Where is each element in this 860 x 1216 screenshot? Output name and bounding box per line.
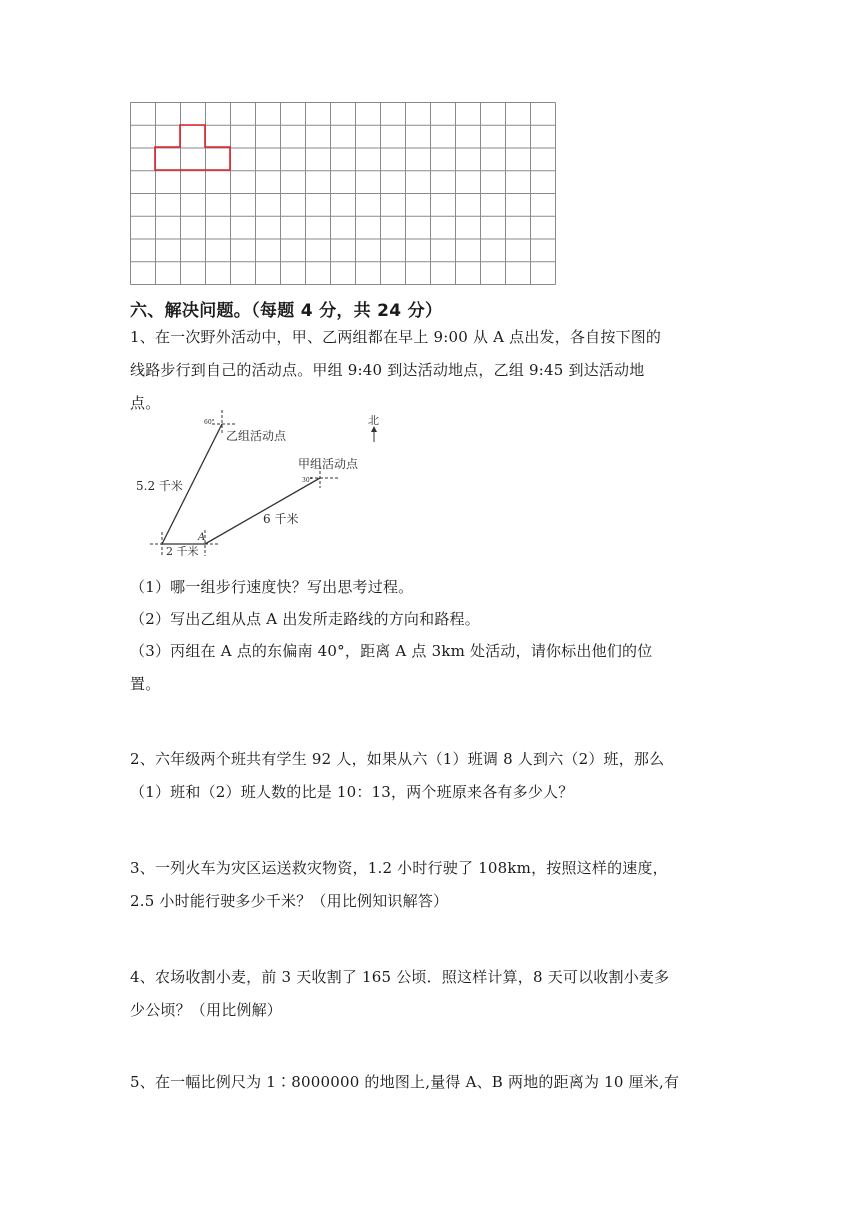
q5-line-1: 5、在一幅比例尺为 1∶8000000 的地图上,量得 A、B 两地的距离为 10 厘米,有: [130, 1073, 680, 1091]
section-heading: 六、解决问题。（每题 4 分，共 24 分）: [130, 301, 443, 321]
dist-base-label: 2 千米: [166, 545, 199, 558]
q1-sub-4: 置。: [130, 675, 161, 693]
q3-line-2: 2.5 小时能行驶多少千米？（用比例知识解答）: [130, 892, 449, 910]
q2-line-2: （1）班和（2）班人数的比是 10：13，两个班原来各有多少人？: [130, 783, 574, 801]
q1-line-3: 点。: [130, 394, 161, 412]
q4-line-2: 少公顷？（用比例解）: [130, 1001, 283, 1019]
jia-route-line: [205, 478, 320, 544]
point-a-label: A: [198, 532, 206, 543]
q2-line-1: 2、六年级两个班共有学生 92 人，如果从六（1）班调 8 人到六（2）班，那么: [130, 750, 665, 768]
q1-sub-1: （1）哪一组步行速度快？写出思考过程。: [130, 578, 414, 596]
dist-jia-label: 6 千米: [263, 512, 299, 526]
q1-sub-2: （2）写出乙组从点 A 出发所走路线的方向和路程。: [130, 610, 480, 628]
dist-yi-label: 5.2 千米: [136, 479, 183, 493]
grid-lines: [131, 103, 556, 285]
jia-angle-label: 30°: [302, 477, 313, 484]
q1-line-2: 线路步行到自己的活动点。甲组 9:40 到达活动地点，乙组 9:45 到达活动地: [130, 361, 645, 379]
q4-line-1: 4、农场收割小麦，前 3 天收割了 165 公顷．照这样计算，8 天可以收割小麦多: [130, 968, 670, 986]
yi-angle-label: 60°: [204, 419, 215, 426]
q1-line-1: 1、在一次野外活动中，甲、乙两组都在早上 9:00 从 A 点出发，各自按下图的: [130, 328, 662, 346]
square-grid: [130, 102, 556, 288]
yi-label: 乙组活动点: [226, 429, 287, 443]
route-diagram: [130, 410, 390, 570]
q3-line-1: 3、一列火车为灾区运送救灾物资，1.2 小时行驶了 108km，按照这样的速度，: [130, 859, 668, 877]
q1-sub-3: （3）丙组在 A 点的东偏南 40°，距离 A 点 3km 处活动，请你标出他们的位: [130, 642, 653, 660]
jia-label: 甲组活动点: [298, 457, 359, 471]
north-label: 北: [368, 414, 379, 427]
